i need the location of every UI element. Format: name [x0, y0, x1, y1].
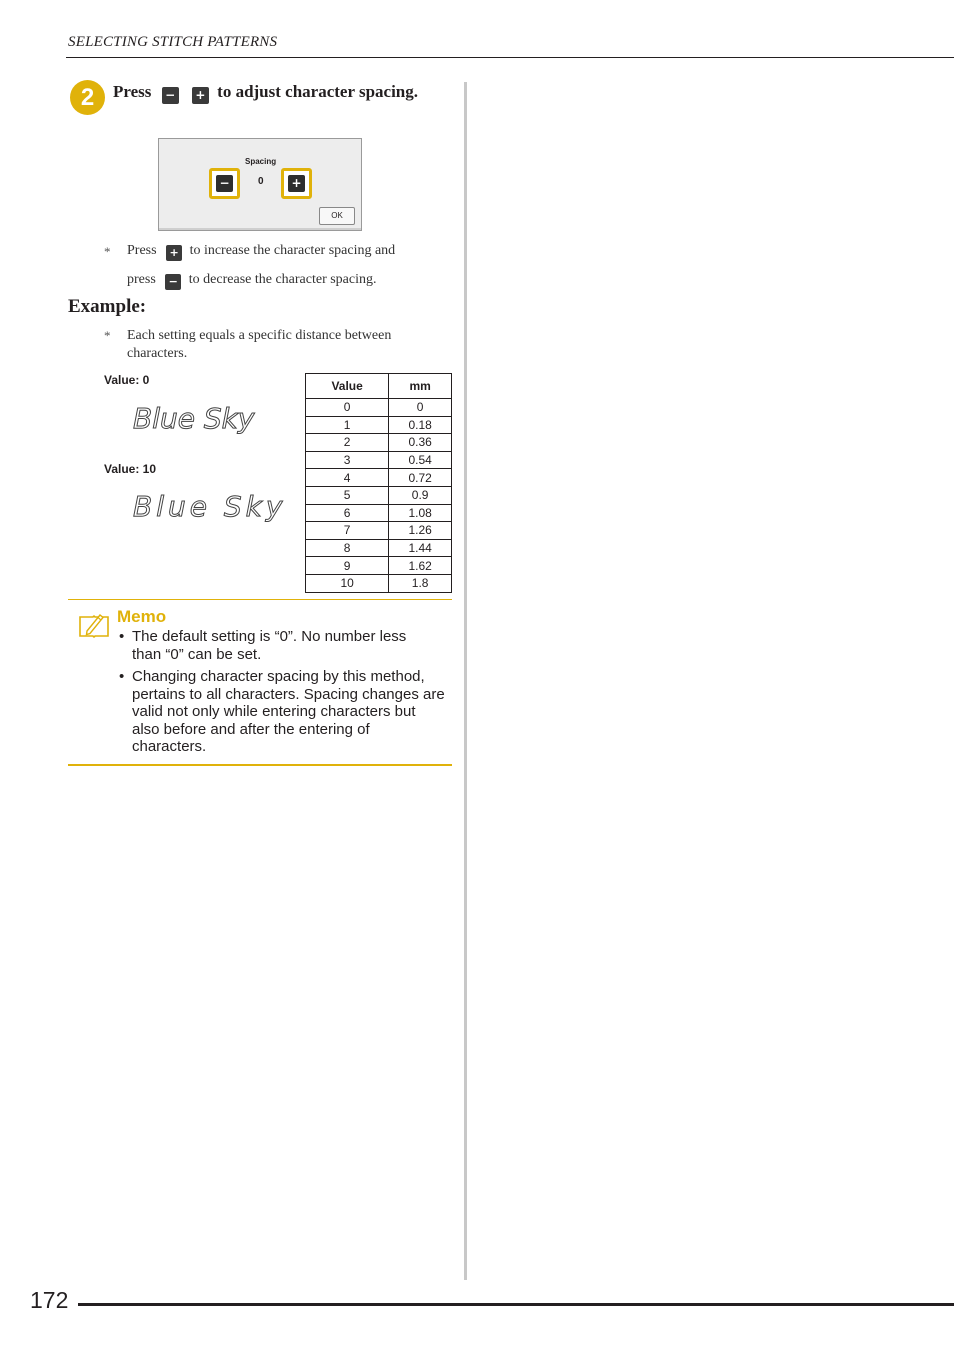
footer-rule — [78, 1303, 954, 1306]
section-title: SELECTING STITCH PATTERNS — [68, 34, 278, 50]
column-divider — [464, 82, 467, 1280]
plus-button-icon: + — [192, 87, 209, 104]
table-row — [306, 522, 452, 540]
step-instruction — [113, 82, 418, 104]
table-cell: 0.9 — [389, 486, 452, 504]
table-cell: 4 — [306, 469, 389, 487]
table-cell: 1.26 — [389, 522, 452, 540]
table-cell: 1 — [306, 416, 389, 434]
spacing-table — [305, 373, 452, 593]
step-rest-text: to adjust character spacing. — [217, 82, 418, 101]
spacing-label: Spacing — [245, 157, 277, 166]
table-cell: 1.44 — [389, 539, 452, 557]
table-cell: 0.18 — [389, 416, 452, 434]
header-rule — [66, 57, 954, 58]
spacing-value: 0 — [258, 176, 264, 187]
minus-button-icon: − — [165, 274, 181, 290]
step-press-text: Press — [113, 82, 152, 101]
table-cell: 5 — [306, 486, 389, 504]
table-cell: 6 — [306, 504, 389, 522]
ok-button[interactable]: OK — [319, 207, 355, 225]
table-row — [306, 416, 452, 434]
table-cell: 9 — [306, 557, 389, 575]
table-cell: 0.36 — [389, 434, 452, 452]
table-header-row — [306, 374, 452, 399]
table-cell: 1.8 — [389, 574, 452, 592]
spacing-plus-button[interactable] — [281, 168, 312, 199]
note-decrease — [127, 272, 377, 290]
note-increase — [127, 243, 395, 261]
table-row — [306, 399, 452, 417]
example-note: Each setting equals a specific distance between characters. — [127, 328, 392, 361]
table-cell: 1.62 — [389, 557, 452, 575]
memo-bullet-dot: • — [119, 628, 125, 645]
value-0-label: Value: 0 — [104, 373, 150, 387]
note-press-text: press — [127, 272, 156, 287]
table-cell: 8 — [306, 539, 389, 557]
plus-icon: + — [288, 175, 305, 192]
table-row — [306, 504, 452, 522]
note-increase-text: to increase the character spacing and — [189, 243, 396, 258]
example-asterisk: * — [104, 328, 111, 343]
memo-notebook-pencil-icon — [78, 609, 110, 639]
note-decrease-text: to decrease the character spacing. — [188, 272, 377, 287]
table-cell: 1.08 — [389, 504, 452, 522]
minus-icon: − — [216, 175, 233, 192]
memo-bullet-dot: • — [119, 668, 125, 685]
minus-button-icon: − — [162, 87, 179, 104]
table-cell: 3 — [306, 451, 389, 469]
table-cell: 0.54 — [389, 451, 452, 469]
table-row — [306, 451, 452, 469]
note-press-text: Press — [127, 243, 157, 258]
plus-button-icon: + — [166, 245, 182, 261]
memo-title: Memo — [117, 607, 167, 626]
spacing-screen — [158, 138, 362, 231]
memo-bottom-rule — [68, 764, 452, 766]
table-cell: 10 — [306, 574, 389, 592]
value-10-label: Value: 10 — [104, 462, 157, 476]
note-asterisk: * — [104, 244, 111, 259]
table-cell: 7 — [306, 522, 389, 540]
table-row — [306, 574, 452, 592]
example-heading: Example: — [68, 296, 147, 317]
table-row — [306, 469, 452, 487]
memo-top-rule — [68, 599, 452, 600]
step-number-badge: 2 — [70, 80, 105, 115]
sample-text-value-0: Blue Sky — [133, 402, 255, 435]
table-cell: 0.72 — [389, 469, 452, 487]
spacing-minus-button[interactable] — [209, 168, 240, 199]
page-number: 172 — [30, 1287, 69, 1313]
table-row — [306, 434, 452, 452]
table-cell: 0 — [389, 399, 452, 417]
table-header-mm: mm — [389, 374, 452, 399]
table-row — [306, 539, 452, 557]
sample-text-value-10: Blue Sky — [133, 490, 287, 523]
table-row — [306, 486, 452, 504]
memo-bullet-2: Changing character spacing by this method, pertains to all characters. Spacing changes are valid not only while entering characters but also before and after the entering of characters. — [132, 668, 445, 755]
table-row — [306, 557, 452, 575]
table-header-value: Value — [306, 374, 389, 399]
table-cell: 2 — [306, 434, 389, 452]
memo-bullet-1: The default setting is “0”. No number less than “0” can be set. — [132, 628, 407, 663]
table-cell: 0 — [306, 399, 389, 417]
